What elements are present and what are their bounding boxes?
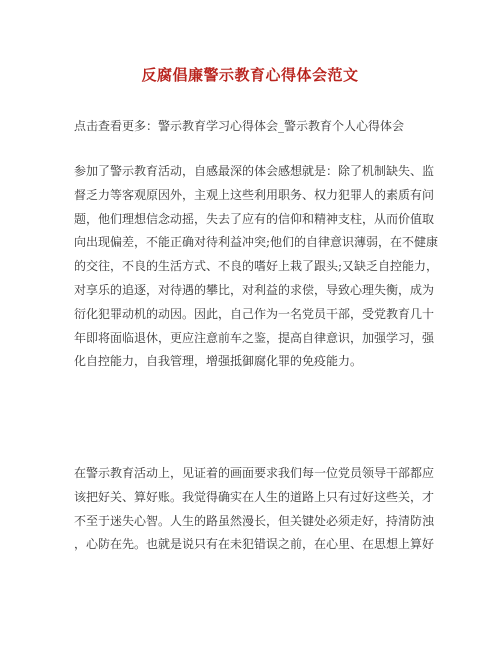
paragraph-line: 在警示教育活动上，见证着的画面要求我们每一位党员领导干部都应	[74, 466, 435, 480]
paragraph-2	[74, 462, 435, 557]
paragraph-line: 对享乐的追逐，对待遇的攀比，对利益的求偿，导致心理失衡，成为	[74, 282, 435, 297]
paragraph-line: 题，他们理想信念动摇，失去了应有的信仰和精神支柱，从而价值取	[74, 211, 435, 226]
more-link[interactable]: 点击查看更多：警示教育学习心得体会_警示教育个人心得体会	[74, 119, 405, 133]
paragraph-line: ，心防在先。也就是说只有在未犯错误之前，在心里、在思想上算好	[74, 537, 435, 552]
paragraph-line: 参加了警示教育活动，自感最深的体会感想就是：除了机制缺失、监	[74, 164, 435, 178]
paragraph-line: 督乏力等客观原因外，主观上这些利用职务、权力犯罪人的素质有问	[74, 187, 435, 202]
paragraph-line: 衍化犯罪动机的动因。因此，自己作为一名党员干部，受党教育几十	[74, 306, 435, 321]
paragraph-line: 化自控能力，自我管理，增强抵御腐化罪的免疫能力。	[74, 354, 363, 369]
paragraph-1	[74, 160, 439, 374]
paragraph-line: 向出现偏差，不能正确对待利益冲突;他们的自律意识薄弱，在不健康	[74, 235, 439, 250]
paragraph-line: 年即将面临退休，更应注意前车之鉴，提高自律意识，加强学习，强	[74, 330, 435, 345]
paragraph-line: 不至于迷失心智。人生的路虽然漫长，但关键处必须走好，持清防浊	[74, 513, 435, 528]
paragraph-line: 的交往，不良的生活方式、不良的嗜好上栽了跟头;又缺乏自控能力，	[74, 259, 439, 274]
paragraph-line: 该把好关、算好账。我觉得确实在人生的道路上只有过好这些关，才	[74, 489, 435, 504]
document-title: 反腐倡廉警示教育心得体会范文	[141, 66, 359, 84]
